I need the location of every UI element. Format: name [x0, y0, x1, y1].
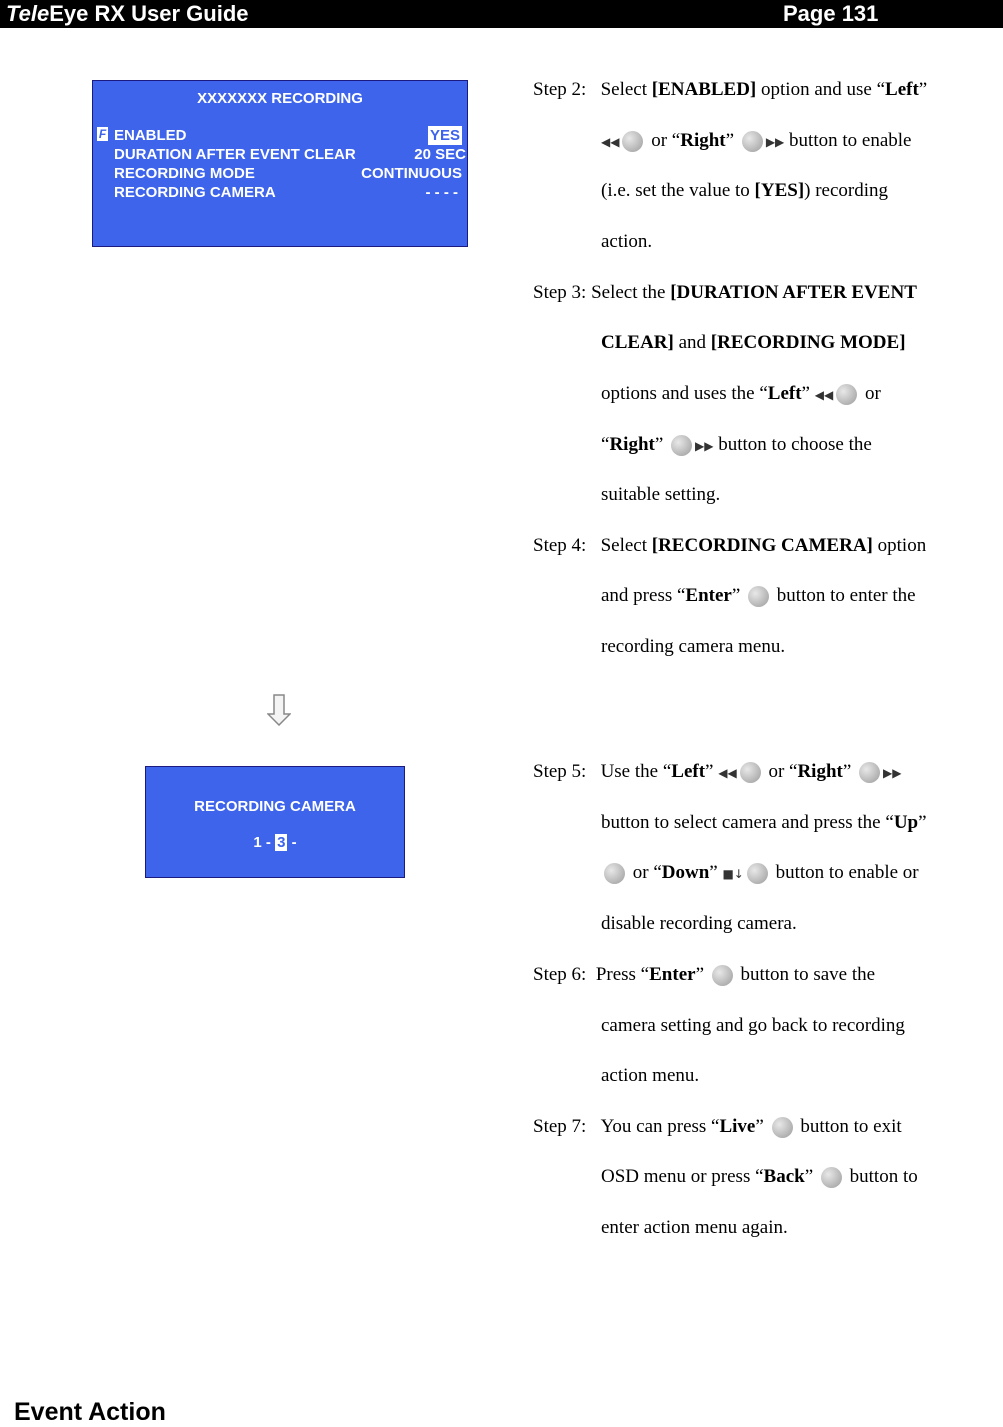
page-number: Page 131 — [783, 1, 879, 26]
osd-row-mode: RECORDING MODE CONTINUOUS — [114, 165, 462, 182]
osd-row-duration: DURATION AFTER EVENT CLEAR 20 SEC — [114, 146, 466, 163]
left-button-icon — [836, 384, 857, 405]
section-heading: Event Action — [14, 1398, 166, 1426]
right-arrow-icon: ▶▶ — [695, 438, 714, 453]
left-button-icon — [740, 762, 761, 783]
enter-button-icon — [712, 965, 733, 986]
right-button-icon — [671, 435, 692, 456]
osd-row-enabled: ENABLED YES — [114, 127, 460, 144]
left-button-icon — [622, 131, 643, 152]
left-arrow-icon: ◀◀ — [718, 765, 737, 780]
right-button-icon — [859, 762, 880, 783]
back-button-icon — [821, 1167, 842, 1188]
down-arrow-icon: ■↓ — [722, 866, 744, 881]
osd-camera-selected: 3 — [277, 834, 286, 851]
osd-recording-camera — [145, 766, 405, 878]
guide-title: TeleEye RX User Guide — [6, 1, 249, 26]
down-arrow-icon — [267, 694, 291, 726]
up-button-icon — [604, 863, 625, 884]
right-button-icon — [742, 131, 763, 152]
page-header — [0, 0, 1003, 28]
down-button-icon — [747, 863, 768, 884]
osd-camera-list: 1 - 3 - — [253, 834, 297, 851]
left-arrow-icon: ◀◀ — [601, 134, 620, 149]
cursor-icon: F — [98, 127, 107, 141]
right-arrow-icon: ▶▶ — [765, 134, 785, 149]
left-arrow-icon: ◀◀ — [814, 387, 834, 402]
right-arrow-icon: ▶▶ — [883, 765, 902, 780]
enter-button-icon — [748, 586, 769, 607]
osd-recording-menu — [92, 80, 468, 247]
osd-camera-title: RECORDING CAMERA — [194, 798, 356, 815]
live-button-icon — [772, 1117, 793, 1138]
osd-row-camera: RECORDING CAMERA - - - - — [114, 184, 458, 201]
osd-value-selected: YES — [429, 127, 460, 144]
osd-menu-title: XXXXXXX RECORDING — [197, 90, 363, 107]
